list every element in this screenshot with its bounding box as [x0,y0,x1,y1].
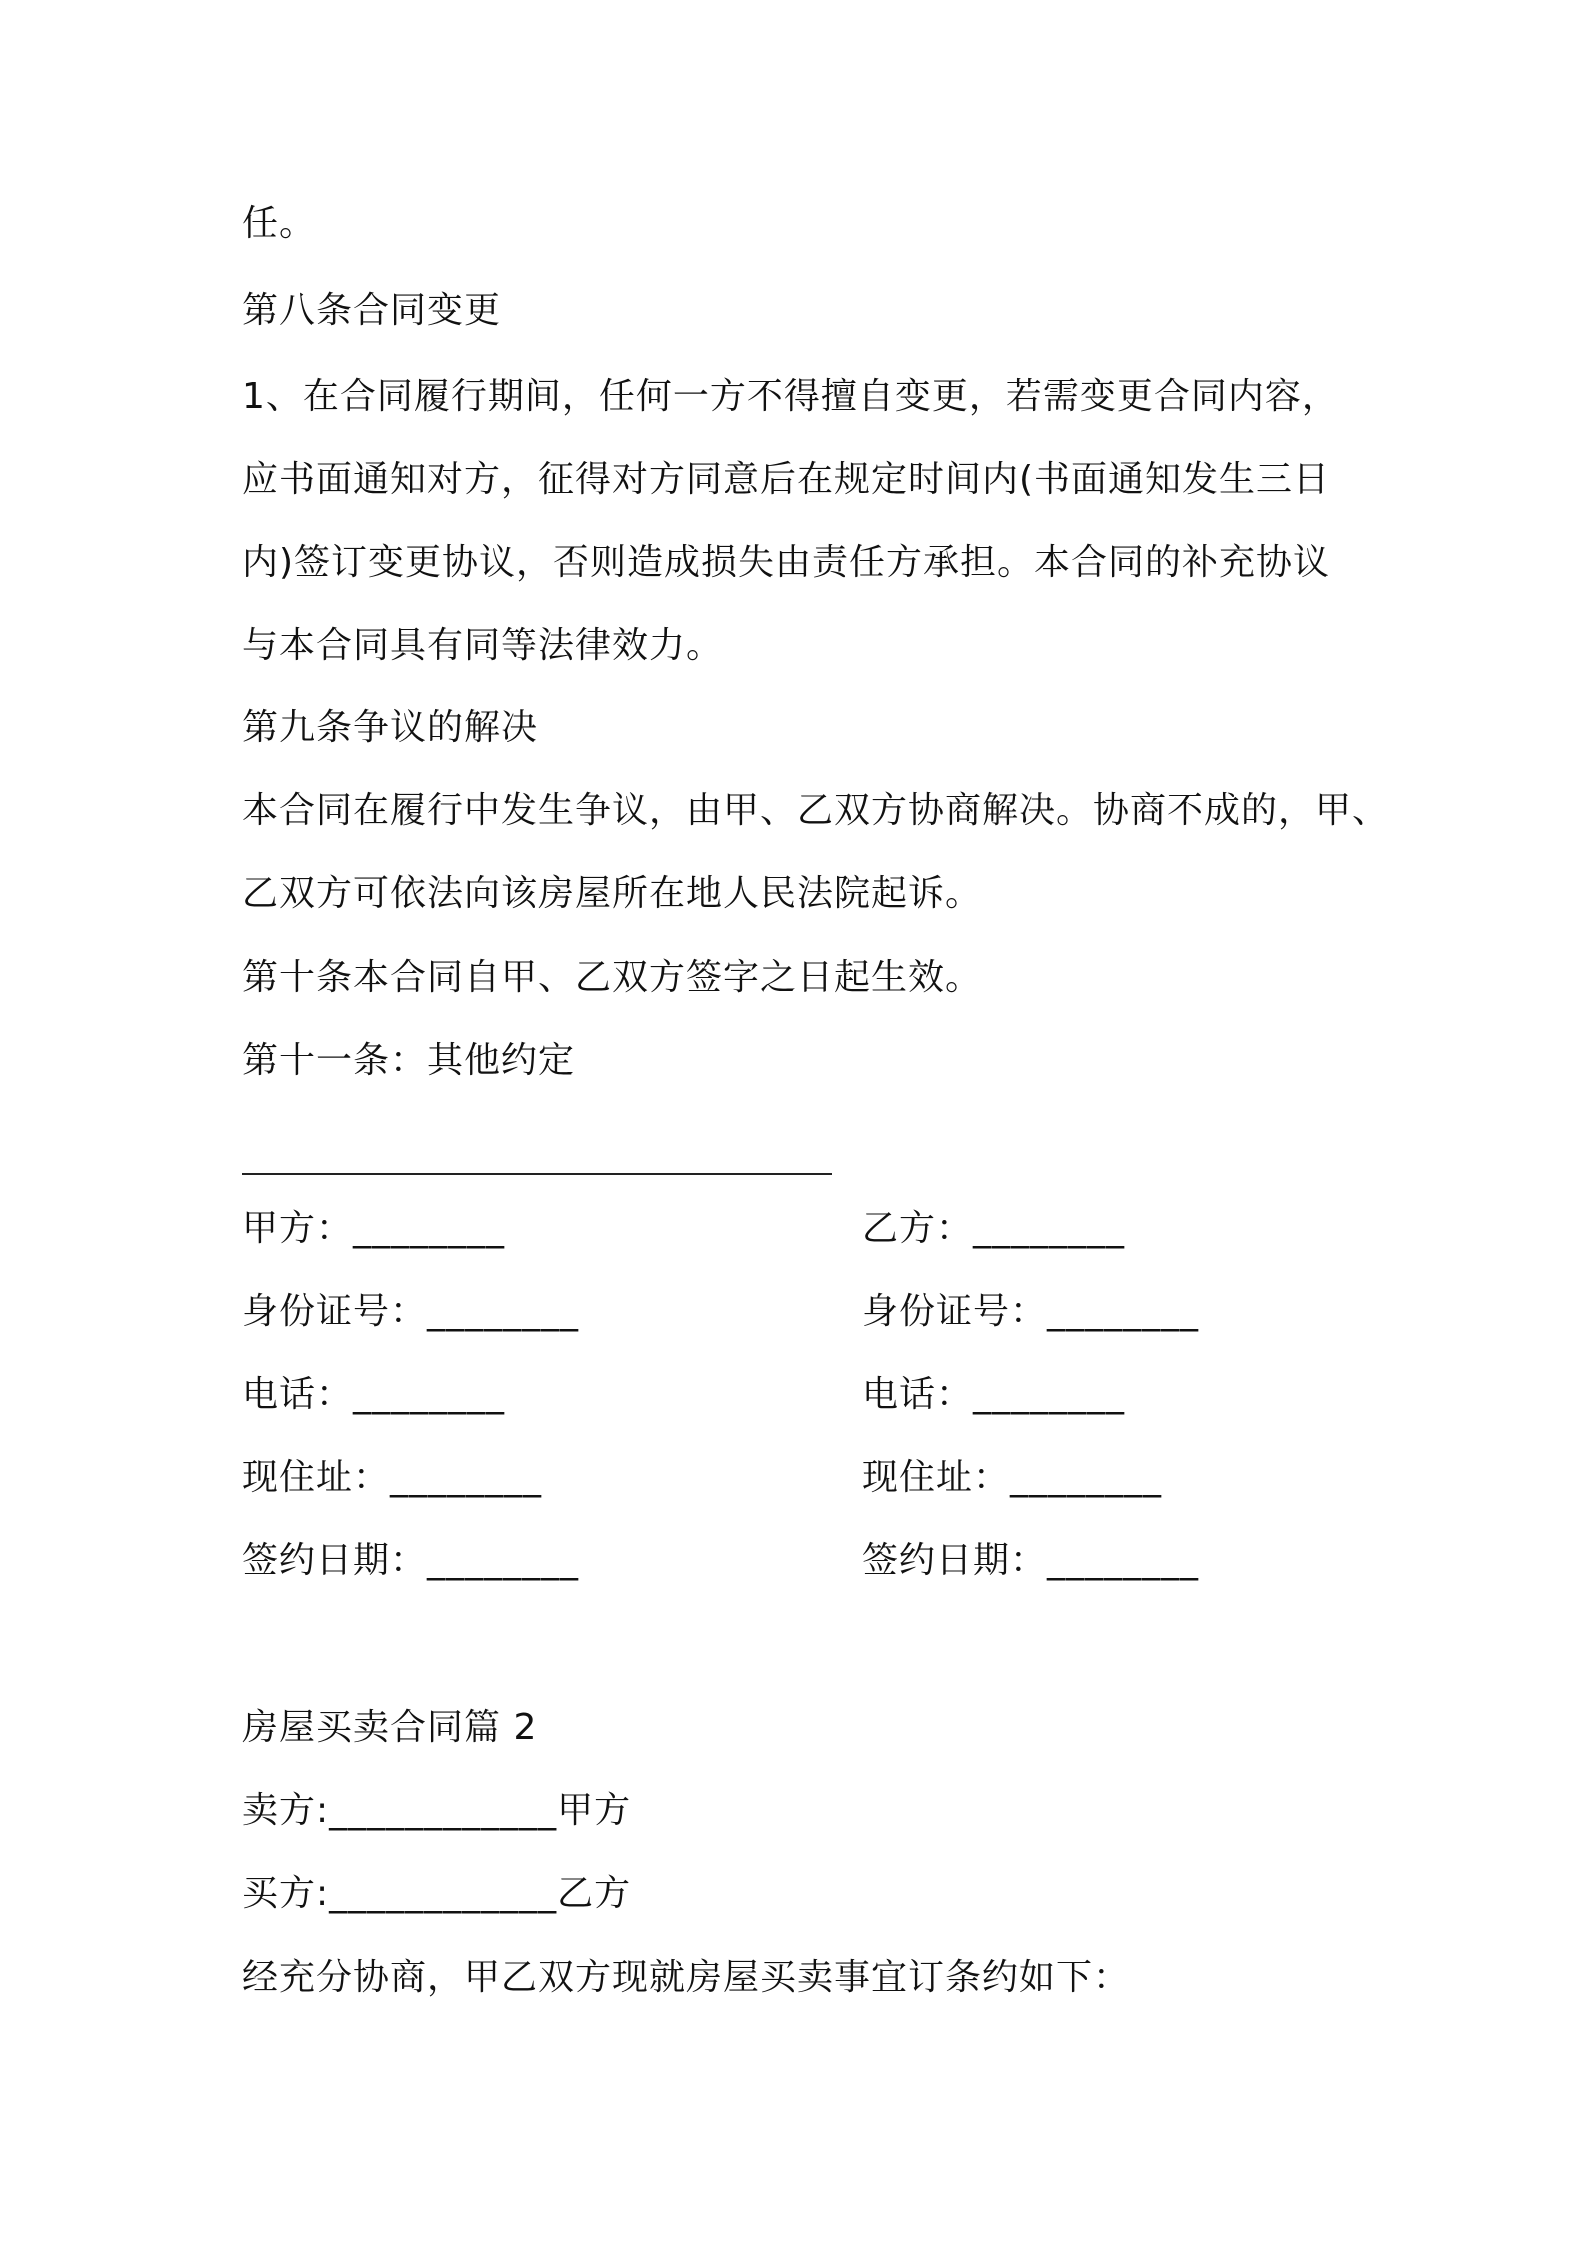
article-9-line-2: 乙双方可依法向该房屋所在地人民法院起诉。 [242,873,983,914]
article-8-line-2: 应书面通知对方，征得对方同意后在规定时间内(书面通知发生三日 [242,459,1331,500]
party-b-date: 签约日期：________ [862,1540,1200,1581]
contract-2-title: 房屋买卖合同篇 2 [242,1707,538,1748]
party-a-name: 甲方：________ [242,1208,506,1249]
article-8-line-4: 与本合同具有同等法律效力。 [242,625,724,666]
party-b-name: 乙方：________ [862,1208,1126,1249]
article-9-heading: 第九条争议的解决 [242,707,539,748]
article-9-line-1: 本合同在履行中发生争议，由甲、乙双方协商解决。协商不成的，甲、 [242,790,1390,831]
other-terms-blank-line [242,1173,832,1175]
party-a-id-number: 身份证号：________ [242,1291,580,1332]
party-b-address: 现住址：________ [862,1457,1163,1498]
article-8-line-3: 内)签订变更协议，否则造成损失由责任方承担。本合同的补充协议 [242,542,1331,583]
contract-2-seller: 卖方:____________甲方 [242,1790,632,1831]
article-8-line-1: 1、在合同履行期间，任何一方不得擅自变更，若需变更合同内容， [242,376,1339,417]
party-a-date: 签约日期：________ [242,1540,580,1581]
party-b-id-number: 身份证号：________ [862,1291,1200,1332]
continued-text: 任。 [242,203,317,244]
article-10: 第十条本合同自甲、乙双方签字之日起生效。 [242,957,983,998]
contract-2-intro: 经充分协商，甲乙双方现就房屋买卖事宜订条约如下： [242,1957,1131,1998]
party-a-phone: 电话：________ [242,1374,506,1415]
party-b-phone: 电话：________ [862,1374,1126,1415]
article-11-heading: 第十一条：其他约定 [242,1040,576,1081]
article-8-heading: 第八条合同变更 [242,290,502,331]
party-a-address: 现住址：________ [242,1457,543,1498]
contract-2-buyer: 买方:____________乙方 [242,1873,632,1914]
